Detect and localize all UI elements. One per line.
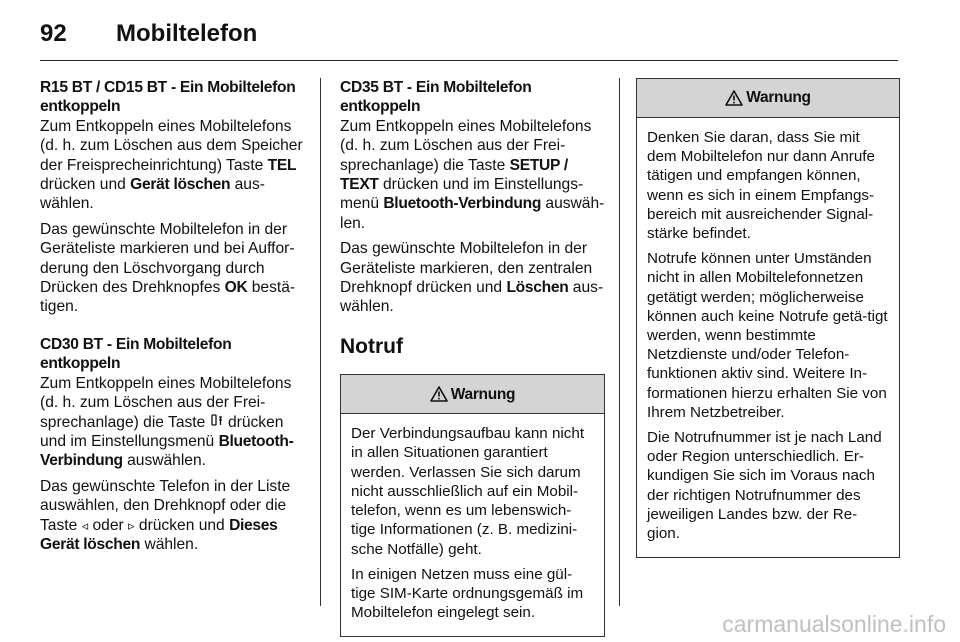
column-divider xyxy=(619,78,620,606)
warning-paragraph: Der Verbindungsaufbau kann nicht in allen Situationen garantiert werden. Verlassen Sie sich darum nicht ausschließlich auf ein Mobil-telefon, wenn es um lebenswich-tige Informationen (z. B. medizini-sche Notfälle) geht. xyxy=(351,425,585,558)
menu-ref-bluetooth: Bluetooth-Verbindung xyxy=(40,432,294,470)
warning-body xyxy=(341,414,604,636)
page-number: 92 xyxy=(40,20,67,47)
text: bestä-tigen. xyxy=(40,279,296,316)
button-ref-ok: OK xyxy=(224,279,248,297)
warning-title: Warnung xyxy=(450,385,516,403)
text: oder xyxy=(88,516,129,534)
text: drücken und im Einstellungs-menü xyxy=(340,176,584,213)
paragraph xyxy=(340,117,605,233)
page-title: Mobiltelefon xyxy=(116,20,258,47)
button-ref-setup-text: SETUP / TEXT xyxy=(340,156,568,194)
text: Das gewünschte Telefon in der Liste auswählen, den Drehknopf oder die Taste xyxy=(40,477,291,534)
menu-ref-delete-device: Gerät löschen xyxy=(130,176,231,194)
warning-paragraph: Denken Sie daran, dass Sie mit dem Mobiltelefon nur dann Anrufe tätigen und empfangen können, wenn es sich in einem Empfangs-bereich mit ausreichender Signal-stärke befindet. xyxy=(647,129,875,243)
menu-ref-delete: Löschen xyxy=(506,279,569,297)
section-heading-cd35: CD35 BT - Ein Mobiltelefon entkoppeln xyxy=(340,79,532,116)
warning-triangle-icon xyxy=(430,386,448,402)
page-header xyxy=(40,14,257,54)
warning-paragraph: In einigen Netzen muss eine gül-tige SIM-Karte ordnungsgemäß im Mobiltelefon eingelegt sein. xyxy=(351,565,584,622)
column-middle xyxy=(340,78,605,637)
text: Das gewünschte Mobiltelefon in der Geräteliste markieren, den zentralen Drehknopf drücken und xyxy=(340,240,593,297)
warning-triangle-icon xyxy=(725,90,743,106)
text: drücken und xyxy=(40,176,131,194)
watermark: carmanualsonline.info xyxy=(722,611,946,637)
header-divider xyxy=(40,60,898,61)
text: drücken und xyxy=(134,516,230,534)
text: auswählen. xyxy=(122,452,206,470)
menu-ref-bluetooth: Bluetooth-Verbindung xyxy=(383,195,542,213)
text: Zum Entkoppeln eines Mobiltelefons (d. h. zum Löschen aus der Frei-sprechanlage) die Taste xyxy=(340,117,592,174)
section-heading-cd30: CD30 BT - Ein Mobiltelefon entkoppeln xyxy=(40,335,232,373)
paragraph xyxy=(40,220,305,317)
phone-settings-icon xyxy=(210,414,224,431)
button-ref-tel: TEL xyxy=(267,156,297,174)
text: aus-wählen. xyxy=(40,176,265,213)
text: aus-wählen. xyxy=(340,279,604,316)
paragraph xyxy=(340,239,605,317)
text: auswäh-len. xyxy=(340,195,605,232)
text: wählen. xyxy=(140,535,199,553)
paragraph xyxy=(40,374,305,471)
warning-box xyxy=(636,78,900,558)
text: Das gewünschte Mobiltelefon in der Geräteliste markieren und bei Auffor-derung den Löschvorgang durch Drücken des Drehknopfes xyxy=(40,220,295,297)
warning-paragraph: Notrufe können unter Umständen nicht in allen Mobiltelefonnetzen getätigt werden; möglicherweise können auch keine Notrufe getä-tigt werden, wenn bestimmte Netzdienste und/oder Telefon-funktionen aktiv sind. Weitere In-formationen hierzu erhalten Sie von Ihrem Netzbetreiber. xyxy=(647,250,888,421)
warning-box xyxy=(340,374,605,637)
menu-ref-delete-this-device: Dieses Gerät löschen xyxy=(40,516,278,553)
paragraph xyxy=(40,117,305,214)
warning-header xyxy=(341,375,604,414)
column-right xyxy=(636,78,900,558)
warning-header xyxy=(637,79,899,118)
text: Zum Entkoppeln eines Mobiltelefons (d. h. zum Löschen aus dem Speicher der Freisprecheinrichtung) Taste xyxy=(40,117,303,174)
section-heading-notruf: Notruf xyxy=(340,334,403,358)
text: Zum Entkoppeln eines Mobiltelefons (d. h. zum Löschen aus der Frei-sprechanlage) die Taste xyxy=(40,374,292,431)
warning-body xyxy=(637,118,899,557)
text: drücken und im Einstellungsmenü xyxy=(40,413,284,450)
left-arrow-icon: ◃ xyxy=(81,517,89,533)
column-left xyxy=(40,78,305,560)
section-heading-r15: R15 BT / CD15 BT - Ein Mobiltelefon entkoppeln xyxy=(40,79,296,116)
column-divider xyxy=(320,78,321,606)
right-arrow-icon: ▹ xyxy=(128,517,135,533)
warning-paragraph: Die Notrufnummer ist je nach Land oder Region unterschiedlich. Er-kundigen Sie sich im Voraus nach der richtigen Notrufnummer des jeweiligen Landes bzw. der Re-gion. xyxy=(647,429,882,543)
warning-title: Warnung xyxy=(746,89,811,107)
paragraph xyxy=(40,477,305,555)
